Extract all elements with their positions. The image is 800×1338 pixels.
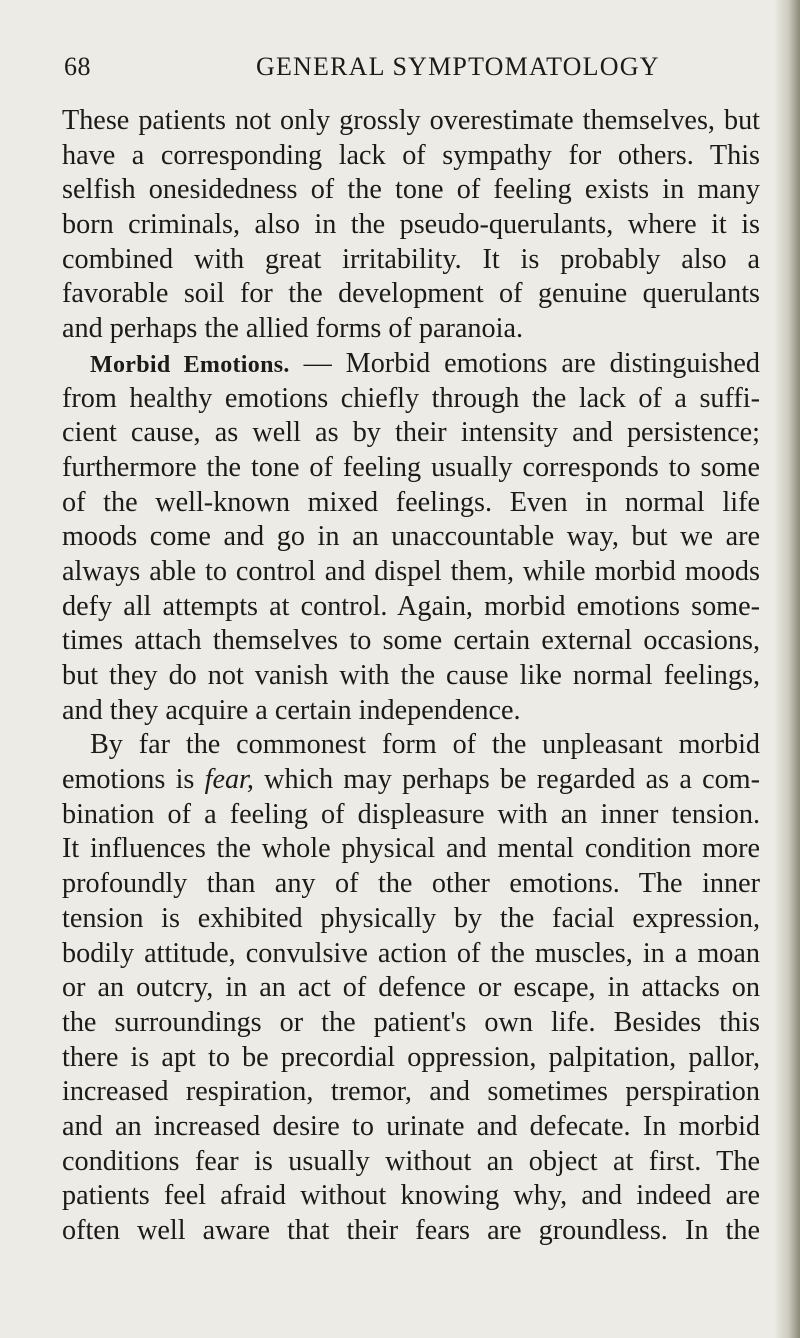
text-line: and an increased desire to urinate and defecate. In morbid xyxy=(62,1110,760,1142)
text-line: conditions fear is usually without an object at first. The xyxy=(62,1145,760,1177)
text-line: but they do not vanish with the cause like normal feelings, xyxy=(62,660,760,691)
body-text xyxy=(62,104,760,1249)
text-line: bodily attitude, convulsive action of the muscles, in a moan xyxy=(62,937,760,969)
text-line-prefix: emotions is xyxy=(62,764,205,796)
text-line: cient cause, as well as by their intensity and persistence; xyxy=(62,417,760,449)
text-line: often well aware that their fears are groundless. In the xyxy=(62,1215,760,1246)
text-line: born criminals, also in the pseudo-querulants, where it is xyxy=(62,209,760,241)
text-line: there is apt to be precordial oppression, palpitation, pallor, xyxy=(62,1041,760,1073)
page-number: 68 xyxy=(64,52,91,81)
text-line: of the well-known mixed feelings. Even in normal life xyxy=(62,486,760,518)
text-line: or an outcry, in an act of defence or escape, in attacks on xyxy=(62,972,760,1004)
italic-fear: fear, xyxy=(204,764,254,796)
text-line: patients feel afraid without knowing why, and indeed are xyxy=(62,1180,760,1212)
text-line: always able to control and dispel them, while morbid moods xyxy=(62,555,760,587)
text-line: from healthy emotions chiefly through the lack of a suffi- xyxy=(62,382,760,414)
text-line: increased respiration, tremor, and sometimes perspiration xyxy=(62,1076,760,1108)
text-line: moods come and go in an unaccountable way, but we are xyxy=(62,521,760,553)
text-line: bination of a feeling of displeasure with an inner tension. xyxy=(62,798,760,830)
text-line: It influences the whole physical and mental condition more xyxy=(62,833,760,865)
page-edge-shadow xyxy=(774,0,800,1338)
text-line-rest: which may perhaps be regarded as a com- xyxy=(253,764,760,796)
text-line: furthermore the tone of feeling usually corresponds to some xyxy=(62,451,760,483)
running-title: GENERAL SYMPTOMATOLOGY xyxy=(256,52,660,81)
text-line: profoundly than any of the other emotions. The inner xyxy=(62,868,760,900)
text-line: times attach themselves to some certain external occasions, xyxy=(62,625,760,657)
text-line-section-start xyxy=(62,347,760,382)
text-line: the surroundings or the patient's own life. Besides this xyxy=(62,1006,760,1038)
text-line-with-italic xyxy=(62,763,760,798)
page-header xyxy=(64,52,764,88)
text-line: These patients not only grossly overestimate themselves, but xyxy=(62,105,760,136)
text-line: and they acquire a certain independence. xyxy=(62,694,521,726)
text-line: favorable soil for the development of genuine querulants xyxy=(62,278,760,310)
text-line: have a corresponding lack of sympathy for others. This xyxy=(62,139,760,171)
text-line-rest: — Morbid emotions are distinguished xyxy=(289,347,760,379)
text-line: selfish onesidedness of the tone of feeling exists in many xyxy=(62,174,760,206)
text-line: tension is exhibited physically by the facial expression, xyxy=(62,902,760,934)
section-heading: Morbid Emotions. xyxy=(90,351,290,378)
text-line: combined with great irritability. It is probably also a xyxy=(62,243,760,275)
text-line: and perhaps the allied forms of paranoia. xyxy=(62,313,524,345)
text-line: defy all attempts at control. Again, morbid emotions some- xyxy=(62,590,760,622)
text-line: By far the commonest form of the unpleasant morbid xyxy=(90,729,760,761)
